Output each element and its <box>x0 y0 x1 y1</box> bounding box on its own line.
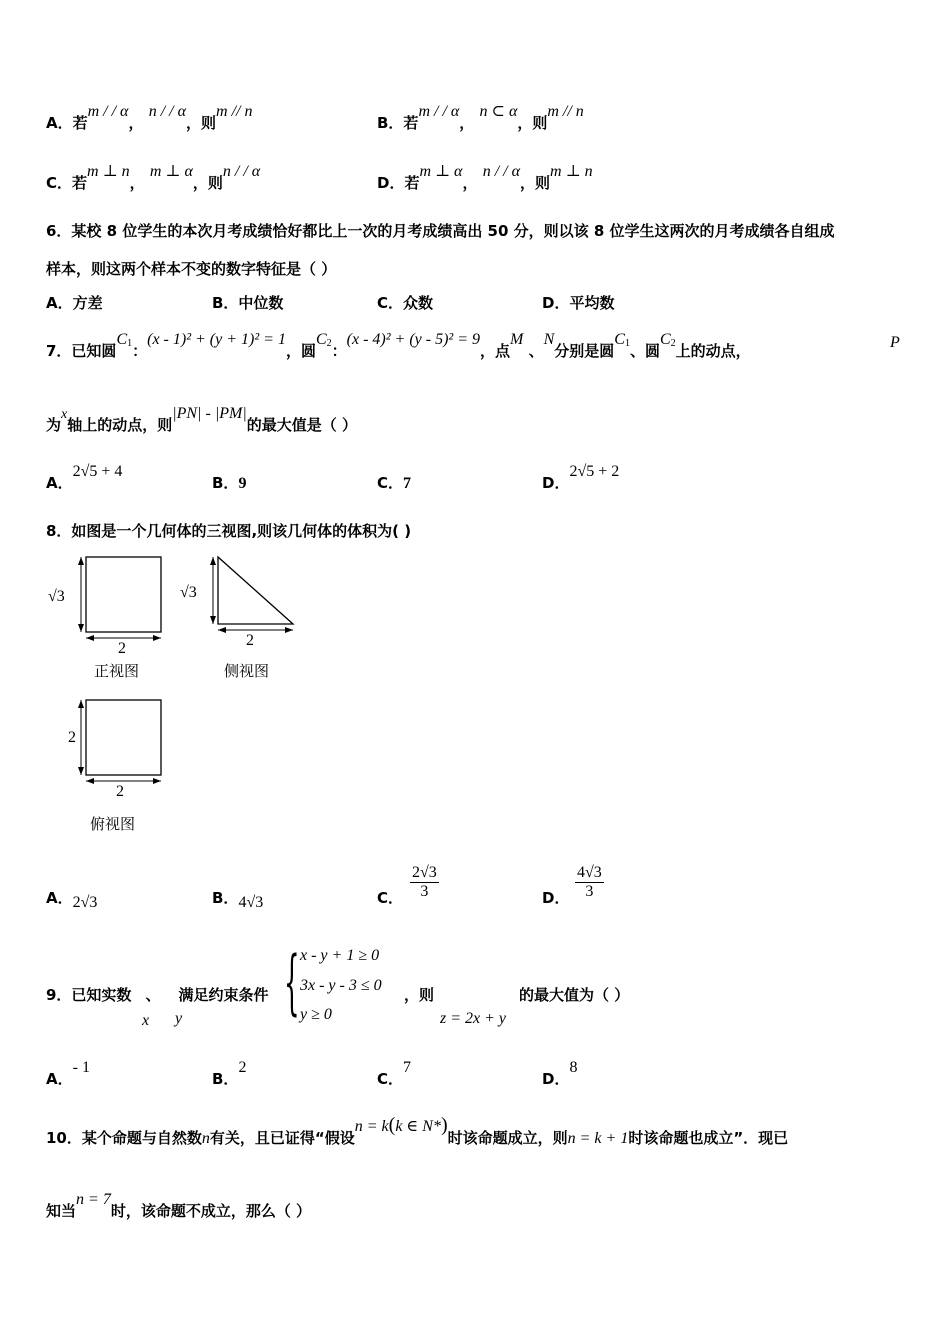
q9-var-y: y <box>175 1010 183 1027</box>
q9-stem-start: 9．已知实数 、 满足约束条件 <box>46 986 269 1004</box>
q5-option-a: A．若m / / α， n / / α，则m // n <box>46 103 253 132</box>
q5-option-c: C．若m ⊥ n， m ⊥ α，则n / / α <box>46 163 261 192</box>
side-view <box>176 552 306 682</box>
q9-option-b: B．2 <box>212 1059 247 1088</box>
top-view-drawing <box>44 695 174 805</box>
q5-option-b: B．若m / / α， n ⊂ α，则m // n <box>377 103 584 132</box>
side-view-caption: 侧视图 <box>224 662 270 680</box>
q7-option-b: B．9 <box>212 474 247 492</box>
q8-option-c-label: C． <box>377 889 404 907</box>
q8-option-d-num: 4√3 <box>577 864 602 881</box>
side-view-width: 2 <box>246 632 254 649</box>
top-view <box>44 695 174 835</box>
q8-option-b: B．4√3 <box>212 889 264 911</box>
q6-stem-line2: 样本，则这两个样本不变的数字特征是（ ） <box>46 260 337 278</box>
q8-stem: 8．如图是一个几何体的三视图,则该几何体的体积为( ) <box>46 522 412 540</box>
front-view <box>44 552 174 682</box>
front-view-drawing <box>44 552 174 662</box>
front-view-caption: 正视图 <box>94 662 140 680</box>
side-view-drawing <box>176 552 306 662</box>
q9-constraint-2: 3x - y - 3 ≤ 0 <box>300 977 382 994</box>
q6-option-b: B．中位数 <box>212 294 284 312</box>
q9-then: ，则 <box>404 986 435 1004</box>
q9-option-c: C．7 <box>377 1059 412 1088</box>
front-view-height: √3 <box>48 588 65 605</box>
top-view-height: 2 <box>68 729 76 746</box>
q9-stem-end: 的最大值为（ ） <box>519 986 630 1004</box>
q8-option-c-den: 3 <box>420 883 429 900</box>
q8-option-a: A．2√3 <box>46 889 98 911</box>
q5-option-d: D．若m ⊥ α， n / / α，则m ⊥ n <box>377 163 593 192</box>
top-view-caption: 俯视图 <box>90 815 136 833</box>
q9-option-d: D．8 <box>542 1059 578 1088</box>
q7-stem-line2: 为x轴上的动点，则|PN| - |PM|的最大值是（ ） <box>46 405 357 434</box>
q9-option-a: A．- 1 <box>46 1059 90 1088</box>
q6-option-d: D．平均数 <box>542 294 615 312</box>
q7-stem-line1: 7．已知圆$C_1$：(x - 1)² + (y + 1)² = 1，圆$C_2$：(x - 4)² + (y - 5)² = 9，点M 、N分别是圆$C_1$、圆$C_2$上的动点， <box>46 331 751 360</box>
q9-constraint-1: x - y + 1 ≥ 0 <box>300 947 380 964</box>
q7-option-d: D．2√5 + 2 <box>542 463 620 492</box>
q9-brace: { <box>284 941 300 1023</box>
q7-point-p: P <box>890 334 900 351</box>
q10-stem-line2: 知当n = 7时，该命题不成立，那么（ ） <box>46 1191 312 1220</box>
q8-option-c-num: 2√3 <box>412 864 437 881</box>
q8-option-d-label: D． <box>542 889 570 907</box>
q8-option-d-fraction <box>575 864 604 901</box>
q7-option-c: C．7 <box>377 474 412 492</box>
side-view-height: √3 <box>180 584 197 601</box>
q6-stem-line1: 6．某校 8 位学生的本次月考成绩恰好都比上一次的月考成绩高出 50 分，则以该 8 位学生这两次的月考成绩各自组成 <box>46 222 835 240</box>
top-view-width: 2 <box>116 783 124 800</box>
q8-option-d-den: 3 <box>585 883 594 900</box>
q8-option-c-fraction <box>410 864 439 901</box>
q9-var-x: x <box>142 1012 150 1029</box>
q10-stem-line1: 10．某个命题与自然数n有关，且已证得“假设n = k(k ∈ N*)时该命题成立，则n = k + 1时该命题也成立”．现已 <box>46 1114 789 1147</box>
q7-option-a: A．2√5 + 4 <box>46 463 123 492</box>
q9-constraint-3: y ≥ 0 <box>300 1006 332 1023</box>
front-view-width: 2 <box>118 640 126 657</box>
q6-option-c: C．众数 <box>377 294 434 312</box>
q6-option-a: A．方差 <box>46 294 103 312</box>
q9-objective: z = 2x + y <box>440 1010 507 1027</box>
